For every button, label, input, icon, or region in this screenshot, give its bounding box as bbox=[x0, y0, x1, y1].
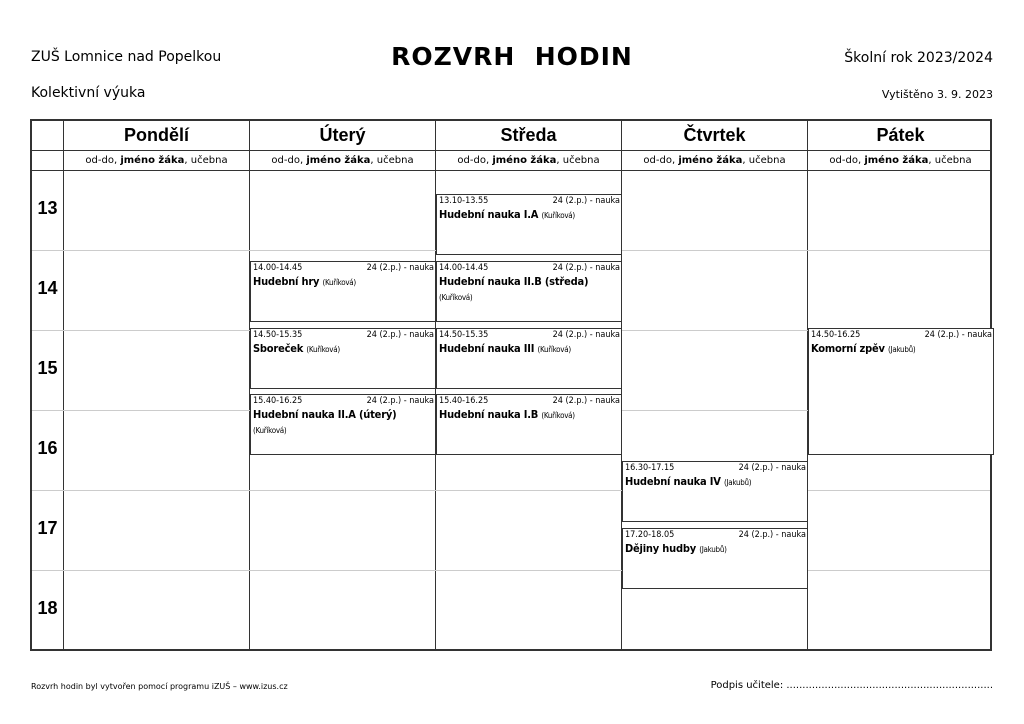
lesson-time: 17.20-18.05 bbox=[625, 529, 675, 540]
lesson-time: 15.40-16.25 bbox=[439, 396, 489, 407]
footer-credit: Rozvrh hodin byl vytvořen pomocí programu iZUŠ – www.izus.cz bbox=[31, 682, 288, 691]
day-header: Pátek bbox=[876, 125, 925, 145]
lesson-time: 14.50-16.25 bbox=[811, 329, 861, 340]
subheader-time-label: od-do, bbox=[271, 155, 307, 166]
teacher-signature-line: Podpis učitele: ................................................................. bbox=[710, 680, 993, 691]
hour-label: 15 bbox=[37, 358, 58, 378]
subheader-student-label: jméno žáka bbox=[492, 155, 557, 166]
school-year: Školní rok 2023/2024 bbox=[844, 50, 993, 66]
lesson-teacher: (Kuříková) bbox=[541, 211, 575, 221]
lesson-time: 14.00-14.45 bbox=[439, 263, 489, 273]
day-subheader bbox=[622, 151, 807, 170]
lesson-teacher: (Jakubů) bbox=[888, 344, 916, 354]
hour-divider bbox=[32, 490, 990, 491]
lesson-room: 24 (2.p.) - nauka bbox=[738, 529, 806, 540]
day-header: Čtvrtek bbox=[683, 125, 746, 145]
lesson-room: 24 (2.p.) - nauka bbox=[552, 196, 620, 207]
day-header: Středa bbox=[500, 125, 557, 145]
subheader-room-label: , učebna bbox=[184, 155, 228, 166]
subheader-room-label: , učebna bbox=[556, 155, 600, 166]
subheader-room-label: , učebna bbox=[742, 155, 786, 166]
subheader-student-label: jméno žáka bbox=[120, 155, 185, 166]
lesson-title bbox=[251, 341, 435, 357]
lesson-header bbox=[437, 395, 621, 407]
lesson-room: 24 (2.p.) - nauka bbox=[738, 463, 806, 473]
timetable-grid bbox=[30, 119, 992, 651]
lesson-header bbox=[437, 195, 621, 207]
lesson-name: Hudební nauka II.A (úterý) bbox=[253, 408, 397, 422]
school-name: ZUŠ Lomnice nad Popelkou bbox=[31, 49, 222, 65]
lesson-name: Sboreček bbox=[253, 341, 307, 355]
subheader-room-label: , učebna bbox=[370, 155, 414, 166]
lesson-card[interactable] bbox=[436, 328, 622, 389]
lesson-room: 24 (2.p.) - nauka bbox=[552, 263, 620, 273]
subheader-room-label: , učebna bbox=[928, 155, 972, 166]
day-subheader bbox=[436, 151, 621, 170]
lesson-card[interactable] bbox=[622, 461, 808, 522]
lesson-name: Hudební nauka II.B (středa) bbox=[439, 275, 589, 288]
subheader-time-label: od-do, bbox=[85, 155, 121, 166]
header-divider bbox=[32, 170, 990, 171]
lesson-card[interactable] bbox=[250, 394, 436, 455]
hour-label: 13 bbox=[37, 198, 58, 218]
lesson-title bbox=[437, 207, 621, 223]
lesson-title bbox=[251, 274, 435, 290]
lesson-header bbox=[251, 329, 435, 341]
lesson-name: Hudební hry bbox=[253, 275, 323, 288]
lesson-teacher: (Kuříková) bbox=[253, 426, 287, 436]
lesson-room: 24 (2.p.) - nauka bbox=[924, 329, 992, 340]
lesson-name: Hudební nauka IV bbox=[625, 475, 724, 488]
day-subheader bbox=[250, 151, 435, 170]
day-subheader bbox=[64, 151, 249, 170]
lesson-name: Komorní zpěv bbox=[811, 341, 888, 355]
lesson-card[interactable] bbox=[622, 528, 808, 589]
subheader-time-label: od-do, bbox=[643, 155, 679, 166]
lesson-time: 16.30-17.15 bbox=[625, 463, 675, 473]
lesson-title bbox=[437, 407, 621, 423]
lesson-title bbox=[623, 541, 807, 557]
lesson-header bbox=[437, 262, 621, 274]
lesson-time: 15.40-16.25 bbox=[253, 396, 303, 407]
subheader-time-label: od-do, bbox=[457, 155, 493, 166]
lesson-time: 13.10-13.55 bbox=[439, 196, 489, 207]
lesson-time: 14.00-14.45 bbox=[253, 263, 303, 273]
lesson-time: 14.50-15.35 bbox=[439, 329, 489, 340]
lesson-teacher: (Kuříková) bbox=[541, 411, 575, 421]
subheader-student-label: jméno žáka bbox=[864, 155, 929, 166]
subheader-time-label: od-do, bbox=[829, 155, 865, 166]
lesson-title bbox=[809, 341, 993, 357]
lesson-header bbox=[251, 395, 435, 407]
lesson-name: Dějiny hudby bbox=[625, 541, 700, 555]
lesson-teacher: (Kuříková) bbox=[322, 278, 356, 287]
lesson-name: Hudební nauka I.A bbox=[439, 208, 542, 222]
lesson-header bbox=[623, 529, 807, 541]
lesson-name: Hudební nauka I.B bbox=[439, 408, 542, 422]
lesson-title bbox=[437, 341, 621, 357]
lesson-teacher: (Jakubů) bbox=[699, 544, 727, 554]
lesson-room: 24 (2.p.) - nauka bbox=[366, 396, 434, 407]
lesson-header bbox=[437, 329, 621, 341]
lesson-card[interactable] bbox=[250, 261, 436, 322]
page-title: ROZVRH HODIN bbox=[391, 42, 633, 71]
lesson-card[interactable] bbox=[250, 328, 436, 389]
lesson-header bbox=[809, 329, 993, 341]
lesson-time: 14.50-15.35 bbox=[253, 329, 303, 340]
day-header: Pondělí bbox=[123, 125, 189, 145]
teaching-kind: Kolektivní výuka bbox=[31, 85, 146, 101]
lesson-teacher: (Kuříková) bbox=[306, 344, 340, 354]
lesson-header bbox=[623, 462, 807, 474]
lesson-teacher: (Kuříková) bbox=[537, 344, 571, 354]
lesson-card[interactable] bbox=[436, 261, 622, 322]
lesson-room: 24 (2.p.) - nauka bbox=[552, 396, 620, 407]
hour-label: 17 bbox=[37, 518, 58, 538]
lesson-teacher: (Jakubů) bbox=[723, 478, 752, 487]
lesson-room: 24 (2.p.) - nauka bbox=[366, 329, 434, 340]
lesson-title bbox=[437, 274, 621, 305]
hour-label: 18 bbox=[37, 598, 58, 618]
lesson-header bbox=[251, 262, 435, 274]
lesson-card[interactable] bbox=[436, 394, 622, 455]
lesson-card[interactable] bbox=[808, 328, 994, 456]
lesson-room: 24 (2.p.) - nauka bbox=[366, 263, 434, 273]
subheader-student-label: jméno žáka bbox=[306, 155, 371, 166]
hour-label: 14 bbox=[37, 278, 58, 298]
day-subheader bbox=[808, 151, 993, 170]
day-header: Úterý bbox=[319, 125, 366, 145]
lesson-title bbox=[623, 474, 807, 490]
lesson-title bbox=[251, 407, 435, 438]
lesson-card[interactable] bbox=[436, 194, 622, 255]
lesson-name: Hudební nauka III bbox=[439, 341, 538, 355]
lesson-room: 24 (2.p.) - nauka bbox=[552, 329, 620, 340]
hour-label: 16 bbox=[37, 438, 58, 458]
lesson-teacher: (Kuříková) bbox=[439, 293, 473, 302]
subheader-student-label: jméno žáka bbox=[678, 155, 743, 166]
printed-date: Vytištěno 3. 9. 2023 bbox=[881, 88, 993, 101]
hour-divider bbox=[32, 570, 990, 571]
